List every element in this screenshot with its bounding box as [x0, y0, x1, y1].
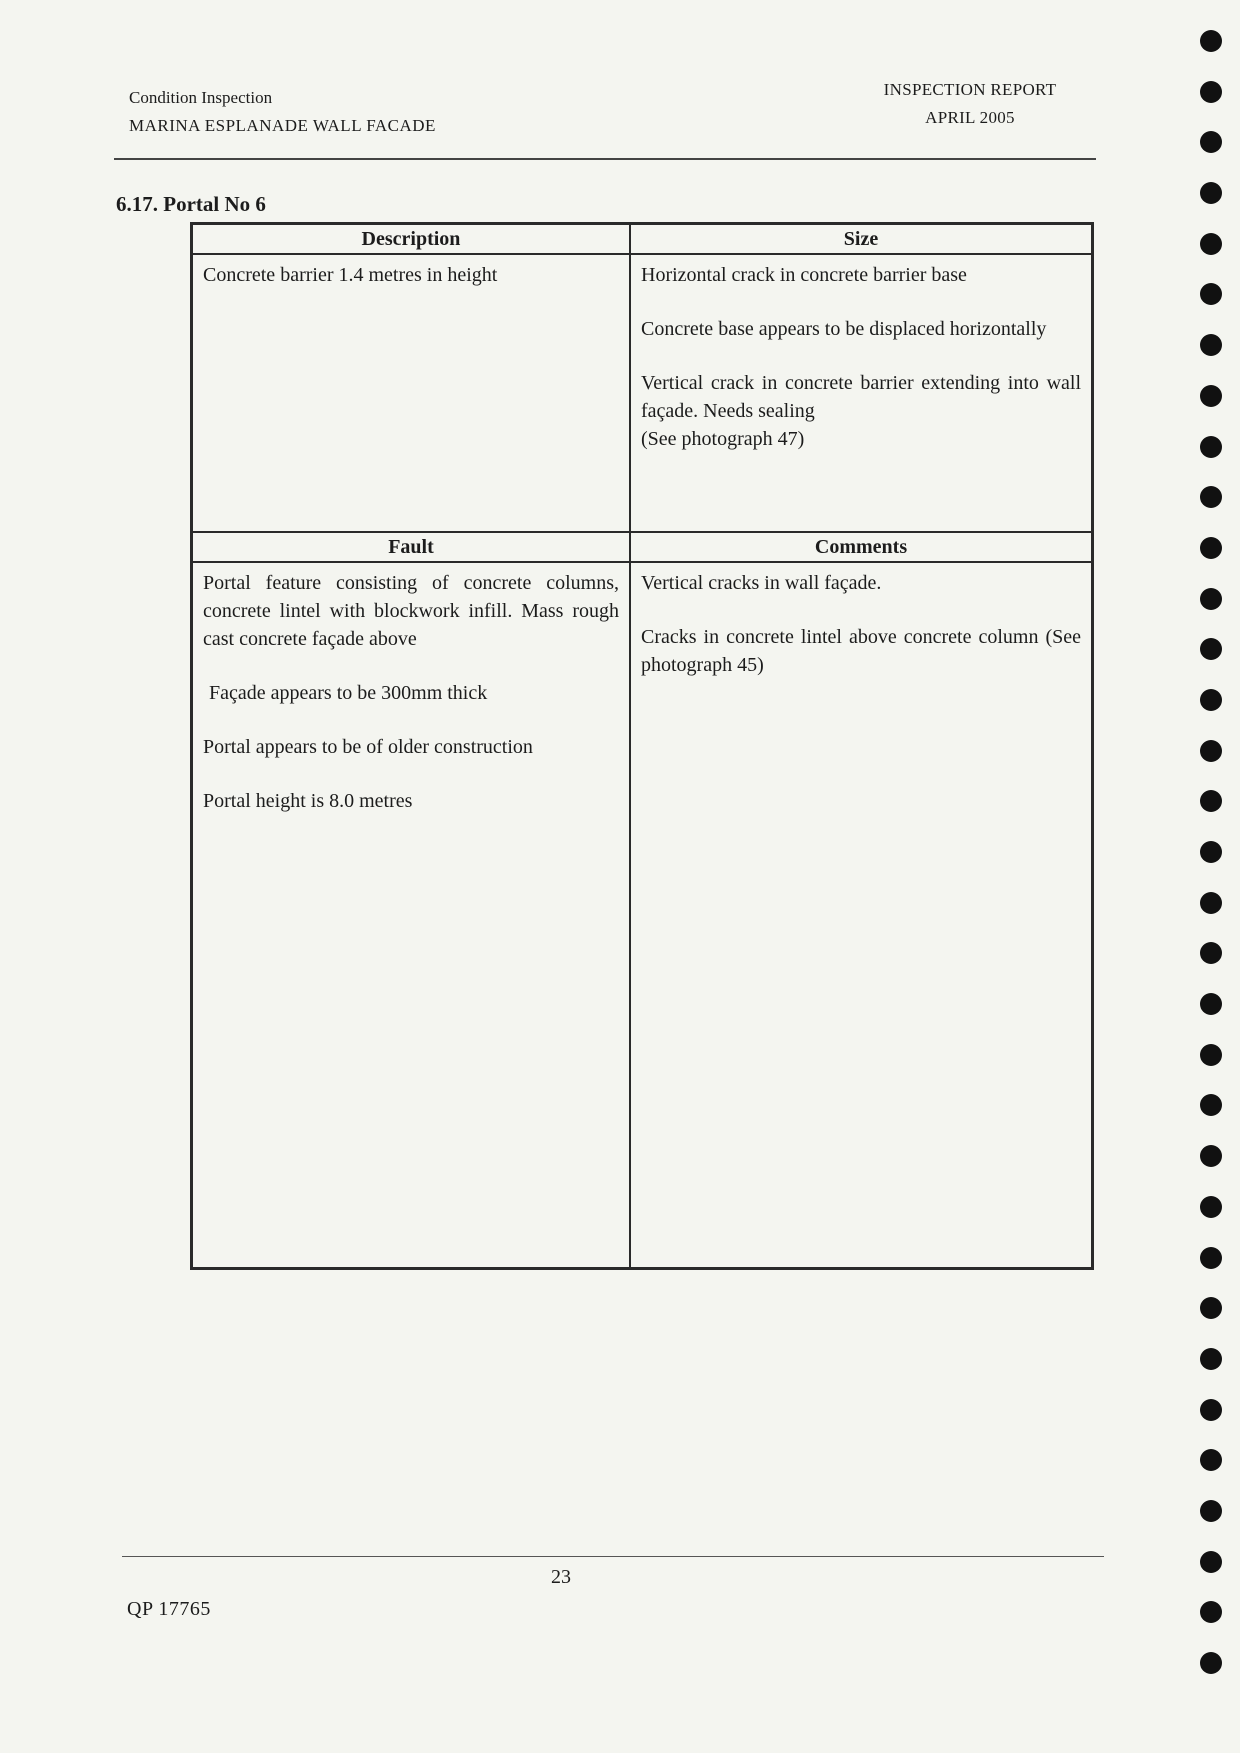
binding-hole	[1200, 233, 1222, 255]
binding-hole	[1200, 1044, 1222, 1066]
header-comments: Comments	[630, 532, 1092, 562]
binding-hole	[1200, 81, 1222, 103]
binding-hole	[1200, 486, 1222, 508]
inspection-table	[190, 222, 1094, 1270]
section-title: 6.17. Portal No 6	[116, 192, 266, 216]
binding-hole	[1200, 638, 1222, 660]
binding-hole	[1200, 334, 1222, 356]
description-text: Concrete barrier 1.4 metres in height	[203, 264, 498, 286]
size-text: Concrete base appears to be displaced horizontally	[641, 318, 1047, 340]
binding-hole	[1200, 1399, 1222, 1421]
header-right	[870, 76, 1070, 132]
comments-cell	[630, 562, 1092, 1268]
binding-holes	[1200, 30, 1226, 1703]
project-name: MARINA ESPLANADE WALL FACADE	[129, 116, 436, 135]
comments-text: Vertical cracks in wall façade.	[641, 572, 882, 594]
binding-hole	[1200, 182, 1222, 204]
fault-text: Façade appears to be 300mm thick	[209, 682, 488, 704]
header-size: Size	[630, 224, 1092, 254]
binding-hole	[1200, 993, 1222, 1015]
binding-hole	[1200, 436, 1222, 458]
fault-text: Portal height is 8.0 metres	[203, 790, 413, 812]
binding-hole	[1200, 1652, 1222, 1674]
binding-hole	[1200, 30, 1222, 52]
header-fault: Fault	[192, 532, 630, 562]
page-number: 23	[551, 1566, 571, 1588]
report-date: APRIL 2005	[925, 108, 1015, 127]
binding-hole	[1200, 841, 1222, 863]
header-divider	[114, 158, 1096, 160]
binding-hole	[1200, 790, 1222, 812]
binding-hole	[1200, 740, 1222, 762]
binding-hole	[1200, 892, 1222, 914]
description-cell	[192, 254, 630, 532]
binding-hole	[1200, 131, 1222, 153]
header-left	[129, 84, 436, 140]
binding-hole	[1200, 689, 1222, 711]
binding-hole	[1200, 1196, 1222, 1218]
fault-text: Portal feature consisting of concrete columns, concrete lintel with blockwork infill. Mass rough cast concrete façade above	[203, 572, 619, 650]
binding-hole	[1200, 1247, 1222, 1269]
binding-hole	[1200, 1145, 1222, 1167]
binding-hole	[1200, 1094, 1222, 1116]
binding-hole	[1200, 588, 1222, 610]
binding-hole	[1200, 537, 1222, 559]
binding-hole	[1200, 1551, 1222, 1573]
binding-hole	[1200, 942, 1222, 964]
size-cell	[630, 254, 1092, 532]
size-text: (See photograph 47)	[641, 428, 805, 450]
report-type: Condition Inspection	[129, 88, 273, 107]
comments-text: Cracks in concrete lintel above concrete column (See photograph 45)	[641, 626, 1081, 676]
report-title: INSPECTION REPORT	[883, 80, 1057, 99]
binding-hole	[1200, 1500, 1222, 1522]
binding-hole	[1200, 1348, 1222, 1370]
binding-hole	[1200, 1449, 1222, 1471]
document-reference: QP 17765	[127, 1598, 211, 1620]
fault-cell	[192, 562, 630, 1268]
binding-hole	[1200, 283, 1222, 305]
fault-text: Portal appears to be of older construction	[203, 736, 533, 758]
size-text: Vertical crack in concrete barrier extending into wall façade. Needs sealing	[641, 372, 1081, 422]
header-description: Description	[192, 224, 630, 254]
binding-hole	[1200, 385, 1222, 407]
footer-divider	[122, 1556, 1104, 1557]
binding-hole	[1200, 1297, 1222, 1319]
size-text: Horizontal crack in concrete barrier base	[641, 264, 967, 286]
binding-hole	[1200, 1601, 1222, 1623]
